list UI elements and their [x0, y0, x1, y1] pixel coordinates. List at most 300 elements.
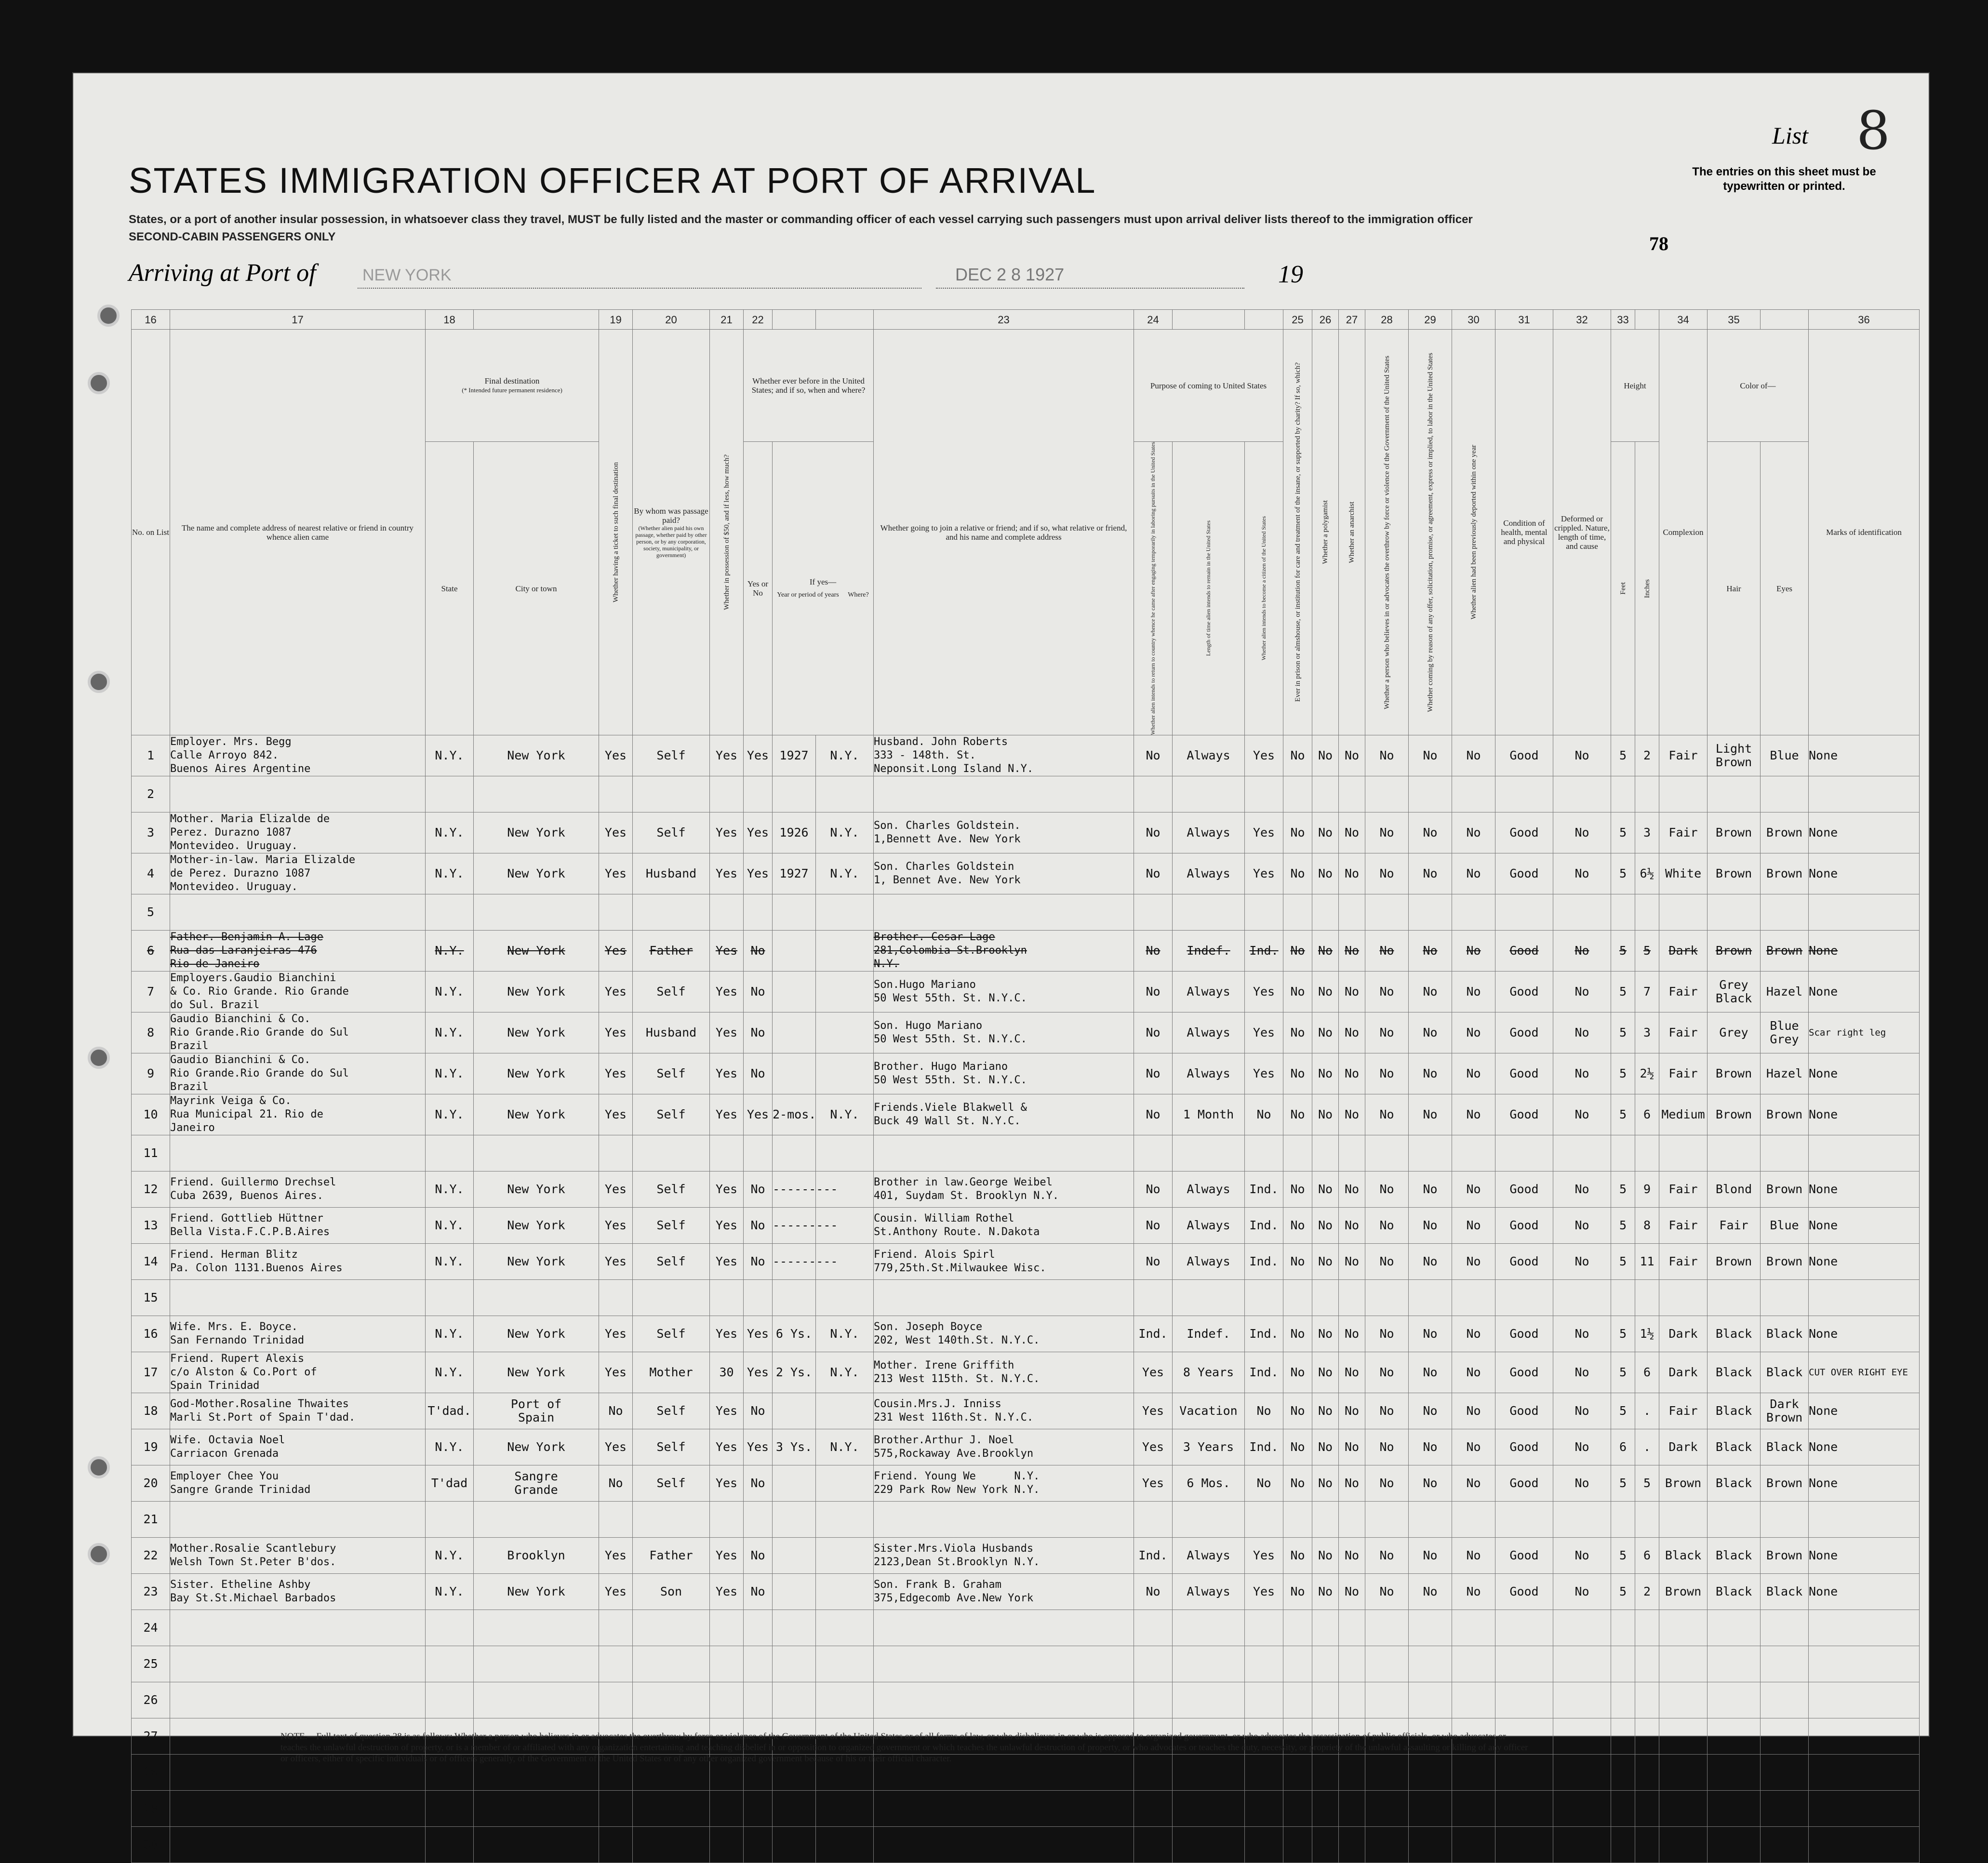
cell-health: Good — [1495, 1208, 1553, 1244]
cell-money — [710, 1135, 744, 1171]
cell-feet: 5 — [1611, 1574, 1635, 1610]
cell-complexion — [1659, 1755, 1708, 1791]
cell-relative — [170, 1502, 426, 1538]
cell-prison — [1283, 1791, 1312, 1827]
cell-year — [773, 1646, 816, 1682]
cell-inches: 8 — [1635, 1208, 1659, 1244]
cell-state: T'dad — [426, 1465, 474, 1502]
cell-contract — [1409, 1791, 1452, 1827]
table-row — [132, 1610, 1920, 1646]
cell-p-length — [1173, 1280, 1245, 1316]
cell-year: 2 Ys. — [773, 1352, 816, 1393]
cell-anarchist: No — [1339, 1316, 1365, 1352]
cell-prison: No — [1283, 1012, 1312, 1053]
cell-prison — [1283, 1682, 1312, 1718]
cell-anarchist — [1339, 894, 1365, 931]
cell-before: No — [744, 1393, 773, 1429]
cell-deported — [1452, 1610, 1495, 1646]
cell-money — [710, 1646, 744, 1682]
cell-anarchist: No — [1339, 1244, 1365, 1280]
cell-ticket — [599, 1827, 633, 1863]
cell-inches: 7 — [1635, 971, 1659, 1012]
cell-deformed — [1553, 1718, 1611, 1755]
cell-no: 29 — [132, 1791, 170, 1827]
cell-deformed: No — [1553, 853, 1611, 894]
cell-joining — [874, 776, 1134, 812]
cell-no: 11 — [132, 1135, 170, 1171]
cell-ticket: Yes — [599, 853, 633, 894]
col-header-health: Condition of health, mental and physical — [1495, 330, 1553, 735]
cell-joining — [874, 1827, 1134, 1863]
cell-polygamist: No — [1312, 1429, 1339, 1465]
cell-state: N.Y. — [426, 812, 474, 853]
cell-paid: Husband — [633, 1012, 710, 1053]
cell-hair: Brown — [1708, 931, 1761, 971]
cell-city — [474, 1646, 599, 1682]
cell-money: Yes — [710, 1094, 744, 1135]
cell-before: Yes — [744, 853, 773, 894]
prison-label: Ever in prison or almshouse, or institution for care and treatment of the insane, or supported by charity? If so, which? — [1294, 362, 1302, 702]
cell-state — [426, 1280, 474, 1316]
cell-overthrow: No — [1365, 1574, 1409, 1610]
cell-contract — [1409, 1610, 1452, 1646]
cell-complexion: Medium — [1659, 1094, 1708, 1135]
cell-anarchist — [1339, 1135, 1365, 1171]
cell-deformed: No — [1553, 1393, 1611, 1429]
table-row — [132, 1316, 1920, 1352]
cell-year — [773, 1502, 816, 1538]
cell-complexion: Fair — [1659, 1393, 1708, 1429]
list-note: The entries on this sheet must be typewritten or printed. — [1692, 165, 1876, 193]
cell-deformed: No — [1553, 812, 1611, 853]
cell-marks — [1809, 1135, 1920, 1171]
cell-year — [773, 1135, 816, 1171]
cell-before — [744, 1827, 773, 1863]
cell-ticket: Yes — [599, 931, 633, 971]
cell-hair: Grey Black — [1708, 971, 1761, 1012]
cell-feet: 5 — [1611, 1094, 1635, 1135]
cell-state — [426, 1791, 474, 1827]
cell-deported — [1452, 1502, 1495, 1538]
cell-hair: Blond — [1708, 1171, 1761, 1208]
cell-contract: No — [1409, 735, 1452, 776]
cell-feet: 5 — [1611, 1053, 1635, 1094]
cell-deformed: No — [1553, 931, 1611, 971]
cell-complexion: White — [1659, 853, 1708, 894]
cell-contract — [1409, 776, 1452, 812]
cell-city: Sangre Grande — [474, 1465, 599, 1502]
column-number: 23 — [874, 310, 1134, 330]
cell-p-citizen: Ind. — [1245, 1429, 1283, 1465]
cell-year: 1927 — [773, 735, 816, 776]
cell-deported — [1452, 1646, 1495, 1682]
table-row — [132, 853, 1920, 894]
cell-feet: 5 — [1611, 853, 1635, 894]
cell-complexion: Dark — [1659, 1316, 1708, 1352]
column-number: 18 — [426, 310, 474, 330]
cell-year — [773, 1465, 816, 1502]
cell-prison — [1283, 894, 1312, 931]
cell-city — [474, 1610, 599, 1646]
cell-money: Yes — [710, 1465, 744, 1502]
cell-marks — [1809, 776, 1920, 812]
cell-marks: None — [1809, 1244, 1920, 1280]
cell-city — [474, 894, 599, 931]
cell-feet — [1611, 1280, 1635, 1316]
cell-joining — [874, 1135, 1134, 1171]
cell-anarchist — [1339, 1827, 1365, 1863]
cell-paid — [633, 1791, 710, 1827]
cell-marks: None — [1809, 1429, 1920, 1465]
cell-polygamist — [1312, 1135, 1339, 1171]
cell-p-length: 8 Years — [1173, 1352, 1245, 1393]
cell-paid — [633, 1280, 710, 1316]
cell-before — [744, 1502, 773, 1538]
cell-p-length: Indef. — [1173, 1316, 1245, 1352]
cell-relative: Employer. Mrs. Begg Calle Arroyo 842. Buenos Aires Argentine — [170, 735, 426, 776]
cell-paid: Self — [633, 1316, 710, 1352]
cell-year: 6 Ys. — [773, 1316, 816, 1352]
table-row — [132, 1171, 1920, 1208]
cell-state: N.Y. — [426, 1538, 474, 1574]
cell-money: Yes — [710, 931, 744, 971]
p-length-label: Length of time alien intends to remain in the United States — [1205, 520, 1212, 656]
list-number: 8 — [1856, 100, 1890, 161]
cell-deformed: No — [1553, 1012, 1611, 1053]
col-header-yes-no: Yes or No — [744, 442, 773, 735]
cell-before: Yes — [744, 1352, 773, 1393]
cell-deported: No — [1452, 853, 1495, 894]
cell-polygamist: No — [1312, 1012, 1339, 1053]
cell-p-length: Always — [1173, 1538, 1245, 1574]
cell-p-return: Ind. — [1134, 1538, 1173, 1574]
cell-anarchist — [1339, 1682, 1365, 1718]
cell-relative: Employers.Gaudio Bianchini & Co. Rio Grande. Rio Grande do Sul. Brazil — [170, 971, 426, 1012]
cell-before — [744, 894, 773, 931]
cell-eyes — [1761, 1610, 1809, 1646]
cell-where — [816, 1280, 874, 1316]
manifest-sheet — [72, 72, 1930, 1852]
cell-deported: No — [1452, 812, 1495, 853]
cell-hair — [1708, 1755, 1761, 1791]
cell-before: No — [744, 1012, 773, 1053]
cell-health — [1495, 1135, 1553, 1171]
cell-inches — [1635, 894, 1659, 931]
cell-ticket — [599, 1791, 633, 1827]
cell-p-return: No — [1134, 812, 1173, 853]
cell-paid: Self — [633, 1244, 710, 1280]
cell-inches: 6 — [1635, 1094, 1659, 1135]
cell-money — [710, 1791, 744, 1827]
cell-where — [816, 894, 874, 931]
cell-prison: No — [1283, 931, 1312, 971]
cell-anarchist: No — [1339, 812, 1365, 853]
cell-year: 1927 — [773, 853, 816, 894]
cell-marks — [1809, 1502, 1920, 1538]
col-header-ticket — [599, 330, 633, 735]
cell-contract: No — [1409, 1171, 1452, 1208]
cell-feet: 5 — [1611, 735, 1635, 776]
cell-prison: No — [1283, 1244, 1312, 1280]
table-row — [132, 1393, 1920, 1429]
cell-overthrow: No — [1365, 1012, 1409, 1053]
cell-anarchist: No — [1339, 1171, 1365, 1208]
cell-contract: No — [1409, 1094, 1452, 1135]
cell-polygamist: No — [1312, 1393, 1339, 1429]
col-header-no: No. on List — [132, 330, 170, 735]
cell-prison — [1283, 1646, 1312, 1682]
cell-p-citizen — [1245, 1280, 1283, 1316]
money-label: Whether in possession of $50, and if less, how much? — [722, 454, 731, 610]
cell-eyes: Brown — [1761, 931, 1809, 971]
cell-money: Yes — [710, 735, 744, 776]
cell-complexion — [1659, 1791, 1708, 1827]
cell-feet — [1611, 1135, 1635, 1171]
cell-year: --------- — [773, 1244, 816, 1280]
cell-where: N.Y. — [816, 1429, 874, 1465]
column-number: 30 — [1452, 310, 1495, 330]
cell-city: New York — [474, 1429, 599, 1465]
cell-p-return: No — [1134, 1012, 1173, 1053]
cell-where — [816, 1135, 874, 1171]
header-row — [132, 330, 1920, 442]
cell-deformed: No — [1553, 1538, 1611, 1574]
cell-eyes — [1761, 1135, 1809, 1171]
cell-deformed: No — [1553, 1429, 1611, 1465]
cell-deformed: No — [1553, 1316, 1611, 1352]
table-row — [132, 1352, 1920, 1393]
cell-overthrow: No — [1365, 735, 1409, 776]
cell-where — [816, 1827, 874, 1863]
cell-deformed — [1553, 776, 1611, 812]
cell-health — [1495, 1280, 1553, 1316]
cell-ticket — [599, 894, 633, 931]
cell-complexion — [1659, 776, 1708, 812]
cell-overthrow: No — [1365, 853, 1409, 894]
cell-before: No — [744, 1538, 773, 1574]
cell-paid — [633, 1827, 710, 1863]
cell-overthrow — [1365, 894, 1409, 931]
cell-prison — [1283, 1610, 1312, 1646]
feet-label: Feet — [1619, 582, 1627, 595]
cell-hair: Brown — [1708, 1244, 1761, 1280]
cell-marks — [1809, 1682, 1920, 1718]
cell-feet — [1611, 1827, 1635, 1863]
cell-eyes: Black — [1761, 1316, 1809, 1352]
cell-deported: No — [1452, 1574, 1495, 1610]
cell-health — [1495, 1610, 1553, 1646]
cell-health: Good — [1495, 1012, 1553, 1053]
cell-before — [744, 1646, 773, 1682]
cell-p-length: Always — [1173, 1053, 1245, 1094]
cell-state — [426, 1646, 474, 1682]
cell-p-return: No — [1134, 735, 1173, 776]
col-header-anarchist — [1339, 330, 1365, 735]
cell-no: 14 — [132, 1244, 170, 1280]
cell-contract — [1409, 1280, 1452, 1316]
column-number: 20 — [633, 310, 710, 330]
cell-no: 6 — [132, 931, 170, 971]
cell-deported: No — [1452, 1171, 1495, 1208]
col-header-joining: Whether going to join a relative or friend; and if so, what relative or friend, and his name and complete address — [874, 330, 1134, 735]
cell-city: New York — [474, 1316, 599, 1352]
column-number: 26 — [1312, 310, 1339, 330]
cell-health: Good — [1495, 1352, 1553, 1393]
cell-paid: Self — [633, 812, 710, 853]
column-number: 16 — [132, 310, 170, 330]
cell-no: 4 — [132, 853, 170, 894]
cell-overthrow: No — [1365, 971, 1409, 1012]
cell-year — [773, 1682, 816, 1718]
cell-no: 28 — [132, 1755, 170, 1791]
contract-label: Whether coming by reason of any offer, solicitation, promise, or agreement, express or implied, to labor in the United States — [1426, 352, 1434, 712]
cell-paid: Father — [633, 931, 710, 971]
cell-marks — [1809, 1646, 1920, 1682]
col-header-relative: The name and complete address of nearest relative or friend in country whence alien came — [170, 330, 426, 735]
cell-paid: Self — [633, 1393, 710, 1429]
cell-feet: 5 — [1611, 1465, 1635, 1502]
cell-ticket: No — [599, 1465, 633, 1502]
cell-anarchist: No — [1339, 1429, 1365, 1465]
cell-deformed: No — [1553, 1244, 1611, 1280]
cell-no: 26 — [132, 1682, 170, 1718]
cell-complexion: Brown — [1659, 1574, 1708, 1610]
p-return-label: Whether alien intends to return to country whence he came after engaging temporarily in laboring pursuits in the United States — [1149, 442, 1156, 735]
cell-p-return — [1134, 894, 1173, 931]
cell-polygamist: No — [1312, 812, 1339, 853]
cell-complexion: Fair — [1659, 812, 1708, 853]
cell-relative: Gaudio Bianchini & Co. Rio Grande.Rio Grande do Sul Brazil — [170, 1053, 426, 1094]
cell-contract — [1409, 1827, 1452, 1863]
cell-p-return: No — [1134, 1053, 1173, 1094]
cell-eyes — [1761, 1682, 1809, 1718]
cell-p-citizen: Ind. — [1245, 1244, 1283, 1280]
table-row — [132, 1280, 1920, 1316]
cell-prison: No — [1283, 1429, 1312, 1465]
cell-marks: None — [1809, 735, 1920, 776]
cell-city: Brooklyn — [474, 1538, 599, 1574]
cell-anarchist: No — [1339, 735, 1365, 776]
cell-joining: Brother.Arthur J. Noel 575,Rockaway Ave.Brooklyn — [874, 1429, 1134, 1465]
cell-prison: No — [1283, 853, 1312, 894]
cell-prison: No — [1283, 1094, 1312, 1135]
cell-complexion — [1659, 1682, 1708, 1718]
paid-note: (Whether alien paid his own passage, whether paid by other person, or by any corporation, society, municipality, or government) — [635, 524, 707, 559]
cell-complexion: Dark — [1659, 1429, 1708, 1465]
cell-marks — [1809, 1791, 1920, 1827]
cell-overthrow: No — [1365, 1429, 1409, 1465]
cell-contract: No — [1409, 1316, 1452, 1352]
cell-p-return: No — [1134, 1094, 1173, 1135]
cell-deported: No — [1452, 1316, 1495, 1352]
cell-joining: Cousin.Mrs.J. Inniss 231 West 116th.St. N.Y.C. — [874, 1393, 1134, 1429]
cell-complexion: Brown — [1659, 1465, 1708, 1502]
cell-contract: No — [1409, 1208, 1452, 1244]
cell-city: New York — [474, 735, 599, 776]
cell-hair: Black — [1708, 1465, 1761, 1502]
cell-before — [744, 1610, 773, 1646]
cell-eyes — [1761, 1280, 1809, 1316]
cell-money: Yes — [710, 1538, 744, 1574]
cell-deported: No — [1452, 1208, 1495, 1244]
cell-inches — [1635, 1502, 1659, 1538]
cell-relative — [170, 1646, 426, 1682]
cell-eyes: Brown — [1761, 812, 1809, 853]
cell-feet: 5 — [1611, 1393, 1635, 1429]
cell-p-citizen: Yes — [1245, 1012, 1283, 1053]
column-number — [1761, 310, 1809, 330]
cell-state: N.Y. — [426, 1429, 474, 1465]
cell-hair — [1708, 1646, 1761, 1682]
cell-relative — [170, 1610, 426, 1646]
cell-p-citizen: Ind. — [1245, 1208, 1283, 1244]
cell-paid: Husband — [633, 853, 710, 894]
cell-relative: Employer Chee You Sangre Grande Trinidad — [170, 1465, 426, 1502]
cell-no: 23 — [132, 1574, 170, 1610]
cell-ticket: Yes — [599, 1012, 633, 1053]
cell-paid — [633, 1646, 710, 1682]
cell-deformed — [1553, 894, 1611, 931]
cell-no: 1 — [132, 735, 170, 776]
cell-joining — [874, 894, 1134, 931]
cell-prison: No — [1283, 1574, 1312, 1610]
cell-p-length — [1173, 1610, 1245, 1646]
cell-state: N.Y. — [426, 931, 474, 971]
table-row — [132, 776, 1920, 812]
cell-where: N.Y. — [816, 1316, 874, 1352]
cell-feet: 5 — [1611, 1171, 1635, 1208]
cell-year — [773, 1574, 816, 1610]
cell-deformed — [1553, 1755, 1611, 1791]
cell-money: Yes — [710, 971, 744, 1012]
cell-health: Good — [1495, 1053, 1553, 1094]
cell-p-citizen — [1245, 1646, 1283, 1682]
cell-anarchist: No — [1339, 853, 1365, 894]
col-header-complexion: Complexion — [1659, 330, 1708, 735]
cell-deported — [1452, 894, 1495, 931]
cell-contract: No — [1409, 1012, 1452, 1053]
cell-eyes: Brown — [1761, 853, 1809, 894]
cell-health: Good — [1495, 1538, 1553, 1574]
col-header-paid — [633, 330, 710, 735]
cell-marks — [1809, 1755, 1920, 1791]
cell-marks: None — [1809, 1171, 1920, 1208]
table-row — [132, 1682, 1920, 1718]
cell-paid: Father — [633, 1538, 710, 1574]
cell-deformed: No — [1553, 971, 1611, 1012]
cell-before: No — [744, 931, 773, 971]
cell-p-length: Always — [1173, 1012, 1245, 1053]
cell-contract: No — [1409, 1538, 1452, 1574]
cell-state: N.Y. — [426, 1352, 474, 1393]
cell-p-citizen: Ind. — [1245, 931, 1283, 971]
cell-p-return — [1134, 1682, 1173, 1718]
column-number: 31 — [1495, 310, 1553, 330]
column-number: 21 — [710, 310, 744, 330]
cell-ticket: Yes — [599, 1094, 633, 1135]
cell-ticket — [599, 776, 633, 812]
cell-where: N.Y. — [816, 853, 874, 894]
cell-paid: Son — [633, 1574, 710, 1610]
cell-eyes — [1761, 1827, 1809, 1863]
cell-marks: None — [1809, 1094, 1920, 1135]
cell-hair — [1708, 1502, 1761, 1538]
cell-health: Good — [1495, 735, 1553, 776]
cell-overthrow: No — [1365, 1316, 1409, 1352]
subtitle-instructions: States, or a port of another insular possession, in whatsoever class they travel, MUST be fully listed and the master or commanding officer of each vessel carrying such passengers must upon arrival deliver lists thereof to the immigration officer — [129, 213, 1473, 226]
page-title: STATES IMMIGRATION OFFICER AT PORT OF ARRIVAL — [129, 160, 1096, 200]
cell-where — [816, 1393, 874, 1429]
